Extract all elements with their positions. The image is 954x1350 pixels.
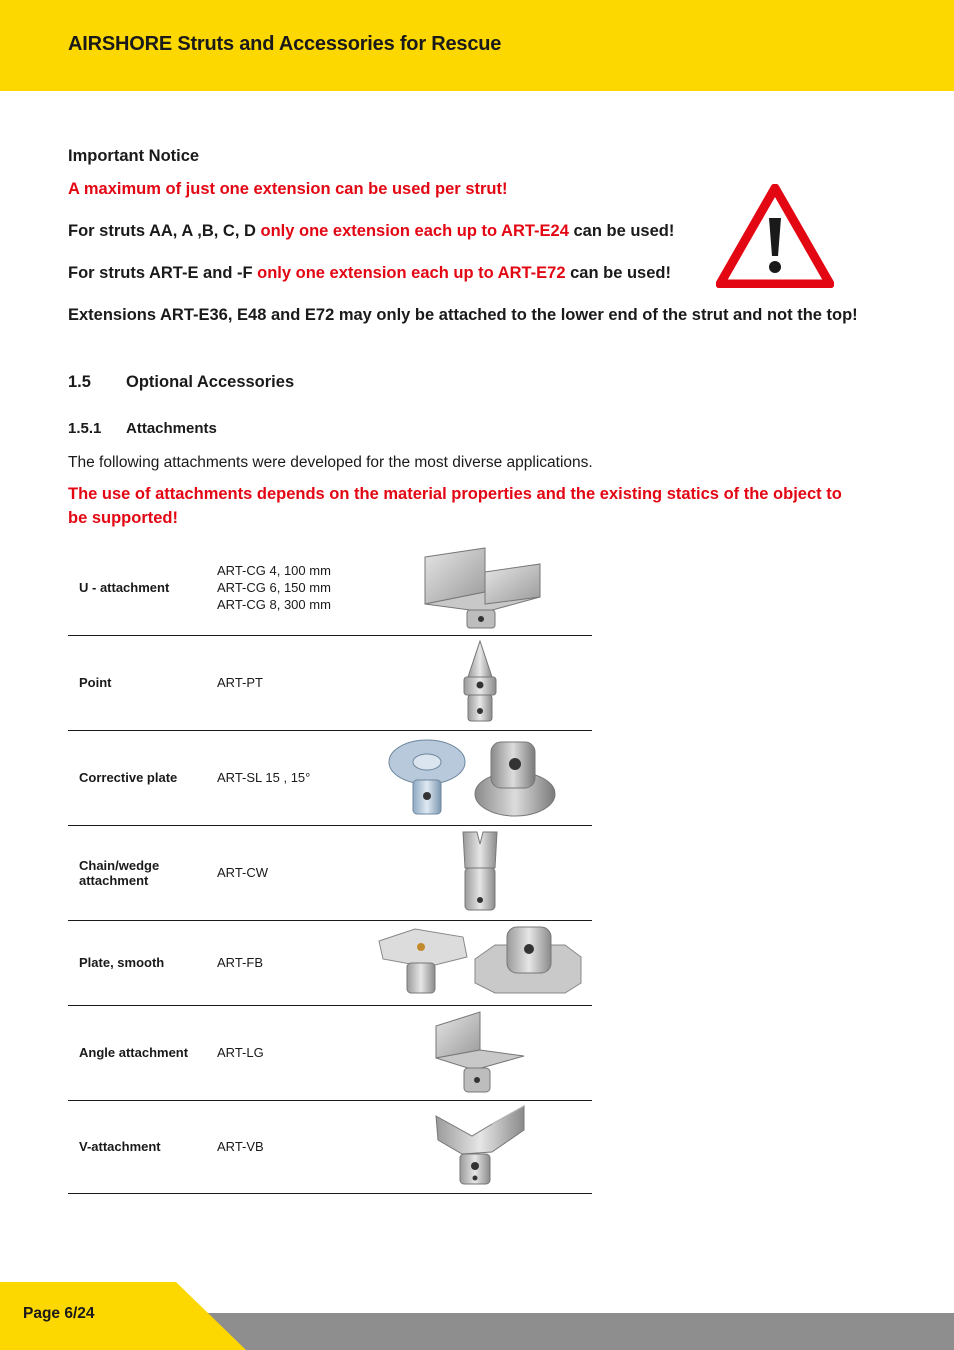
- attachment-image: [367, 1005, 592, 1100]
- attachment-name: V-attachment: [79, 1139, 161, 1154]
- notice-title: Important Notice: [68, 147, 200, 165]
- attachment-name: Plate, smooth: [79, 955, 165, 970]
- code-line: ART-CG 4, 100 mm: [217, 562, 331, 578]
- table-row: [68, 635, 592, 730]
- attachment-image: [367, 730, 592, 825]
- table-row: [68, 825, 592, 920]
- notice-line-2-a: For struts AA, A ,B, C, D: [68, 222, 261, 240]
- notice-line-2: [68, 219, 674, 243]
- attachment-name: Corrective plate: [79, 770, 178, 785]
- table-row: [68, 920, 592, 1005]
- code-line: ART-SL 15 , 15°: [217, 770, 311, 785]
- attachment-code: [217, 920, 367, 1005]
- u-attachment-image: [415, 542, 545, 630]
- code-line: ART-LG: [217, 1045, 264, 1060]
- section-title: Optional Accessories: [126, 373, 295, 391]
- subsection-title: Attachments: [126, 420, 217, 437]
- corrective-plate-image: [387, 732, 572, 820]
- code-line: ART-CG 6, 150 mm: [217, 579, 331, 595]
- page-number: Page 6/24: [23, 1305, 95, 1322]
- attachment-code: [217, 730, 367, 825]
- page-header: [0, 0, 954, 91]
- table-row: [68, 540, 592, 635]
- subsection-number: 1.5.1: [68, 420, 102, 437]
- subsection-heading: [68, 420, 217, 437]
- attachment-image: [367, 540, 592, 635]
- intro-text: The following attachments were developed for the most diverse applications.: [68, 454, 593, 471]
- notice-line-4: Extensions ART-E36, E48 and E72 may only be attached to the lower end of the strut and not the top!: [68, 306, 858, 324]
- attachment-image: [367, 1100, 592, 1193]
- code-line: ART-VB: [217, 1139, 264, 1154]
- v-attachment-image: [432, 1102, 528, 1188]
- attachment-code: [217, 1100, 367, 1193]
- section-heading: [68, 373, 294, 392]
- attachment-image: [367, 635, 592, 730]
- attachment-name: Point: [79, 675, 112, 690]
- point-attachment-image: [450, 639, 510, 723]
- attachment-code: [217, 1005, 367, 1100]
- attachment-name: Chain/wedge attachment: [79, 857, 160, 888]
- section-number: 1.5: [68, 373, 91, 391]
- code-line: ART-PT: [217, 675, 263, 690]
- code-line: ART-FB: [217, 955, 263, 970]
- chain-wedge-attachment-image: [455, 828, 505, 914]
- notice-line-2-b: only one extension each up to ART-E24: [260, 222, 569, 240]
- notice-line-3-b: only one extension each up to ART-E72: [257, 264, 566, 282]
- notice-line-3: [68, 261, 671, 285]
- attachment-name: Angle attachment: [79, 1045, 189, 1060]
- attachment-image: [367, 920, 592, 1005]
- plate-smooth-image: [375, 921, 585, 1001]
- attachments-table: [68, 540, 592, 1194]
- attachment-warning: The use of attachments depends on the material properties and the existing statics of the object to be supported!: [68, 485, 842, 527]
- table-row: [68, 730, 592, 825]
- table-row: [68, 1005, 592, 1100]
- notice-line-3-a: For struts ART-E and -F: [68, 264, 258, 282]
- page-title: AIRSHORE Struts and Accessories for Rescue: [68, 33, 502, 55]
- attachment-code: [217, 635, 367, 730]
- attachment-code: [217, 825, 367, 920]
- attachment-name: U - attachment: [79, 579, 170, 595]
- attachment-code: [217, 540, 367, 635]
- code-line: ART-CW: [217, 865, 269, 880]
- code-line: ART-CG 8, 300 mm: [217, 596, 331, 612]
- notice-line-2-c: can be used!: [568, 222, 675, 240]
- warning-triangle-icon: [716, 184, 834, 288]
- notice-line-1: A maximum of just one extension can be used per strut!: [68, 180, 508, 198]
- attachment-image: [367, 825, 592, 920]
- angle-attachment-image: [430, 1008, 530, 1094]
- table-row: [68, 1100, 592, 1193]
- notice-line-3-c: can be used!: [565, 264, 671, 282]
